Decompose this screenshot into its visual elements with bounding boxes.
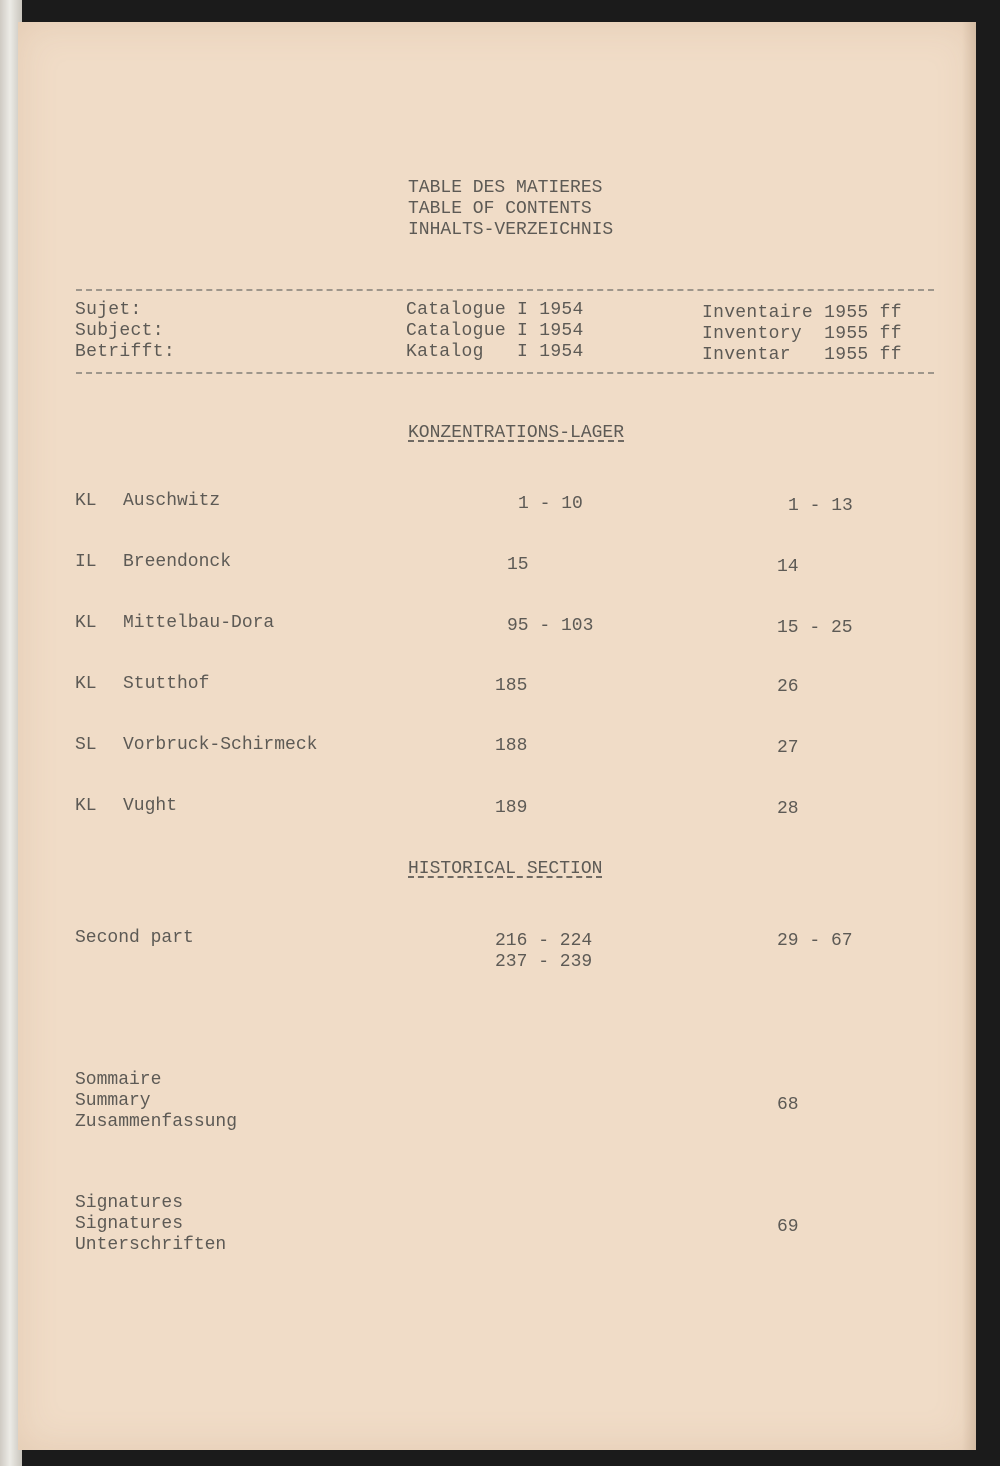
camp-name: Auschwitz xyxy=(123,491,221,511)
inventory-header-fr: Inventaire 1955 ff xyxy=(702,303,902,323)
signatures-label-en: Signatures xyxy=(75,1214,184,1234)
camp-type: SL xyxy=(75,735,97,755)
title-german: INHALTS-VERZEICHNIS xyxy=(408,220,614,240)
summary-label-en: Summary xyxy=(75,1091,151,1111)
camp-type: KL xyxy=(75,491,97,511)
subject-header-fr: Sujet: xyxy=(75,300,142,320)
title-english: TABLE OF CONTENTS xyxy=(408,199,592,219)
catalogue-header-fr: Catalogue I 1954 xyxy=(406,300,584,320)
camp-name: Breendonck xyxy=(123,552,232,572)
header-rule-bottom xyxy=(76,372,934,374)
title-french: TABLE DES MATIERES xyxy=(408,178,603,198)
camp-type: IL xyxy=(75,552,97,572)
camp-inventory-pages: 1 - 13 xyxy=(788,496,853,516)
camp-inventory-pages: 26 xyxy=(777,677,799,697)
camp-catalogue-pages: 185 xyxy=(495,676,528,696)
camp-inventory-pages: 14 xyxy=(777,557,799,577)
historical-catalogue-pages-2: 237 - 239 xyxy=(495,952,593,972)
header-rule-top xyxy=(76,289,934,291)
signatures-label-fr: Signatures xyxy=(75,1193,184,1213)
camp-type: KL xyxy=(75,796,97,816)
catalogue-header-de: Katalog I 1954 xyxy=(406,342,584,362)
camp-type: KL xyxy=(75,613,97,633)
historical-catalogue-pages-1: 216 - 224 xyxy=(495,931,593,951)
document-page xyxy=(18,22,976,1450)
summary-inventory-page: 68 xyxy=(777,1095,799,1115)
catalogue-header-en: Catalogue I 1954 xyxy=(406,321,584,341)
signatures-label-de: Unterschriften xyxy=(75,1235,227,1255)
page-edge-shadow xyxy=(962,22,976,1450)
camp-catalogue-pages: 1 - 10 xyxy=(518,494,583,514)
subject-header-en: Subject: xyxy=(75,321,164,341)
section-title-historical: HISTORICAL SECTION xyxy=(408,859,603,879)
camp-name: Stutthof xyxy=(123,674,210,694)
signatures-inventory-page: 69 xyxy=(777,1217,799,1237)
camp-inventory-pages: 28 xyxy=(777,799,799,819)
inventory-header-de: Inventar 1955 ff xyxy=(702,345,902,365)
camp-catalogue-pages: 15 xyxy=(507,555,529,575)
camp-inventory-pages: 15 - 25 xyxy=(777,618,853,638)
historical-label: Second part xyxy=(75,928,194,948)
camp-catalogue-pages: 95 - 103 xyxy=(507,616,594,636)
camp-name: Vught xyxy=(123,796,178,816)
camp-name: Vorbruck-Schirmeck xyxy=(123,735,318,755)
camp-inventory-pages: 27 xyxy=(777,738,799,758)
summary-label-fr: Sommaire xyxy=(75,1070,162,1090)
inventory-header-en: Inventory 1955 ff xyxy=(702,324,902,344)
subject-header-de: Betrifft: xyxy=(75,342,175,362)
summary-label-de: Zusammenfassung xyxy=(75,1112,238,1132)
camp-type: KL xyxy=(75,674,97,694)
camp-catalogue-pages: 189 xyxy=(495,798,528,818)
section-title-camps: KONZENTRATIONS-LAGER xyxy=(408,423,625,443)
historical-inventory-pages: 29 - 67 xyxy=(777,931,853,951)
camp-catalogue-pages: 188 xyxy=(495,736,528,756)
camp-name: Mittelbau-Dora xyxy=(123,613,275,633)
